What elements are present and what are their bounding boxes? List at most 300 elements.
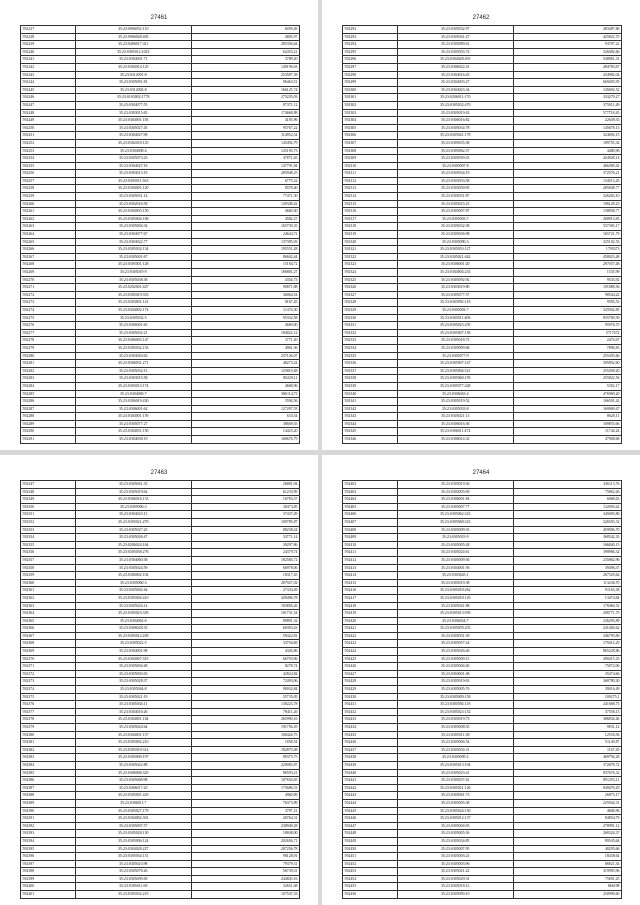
- cadastral-number-cell: 35:23:0305019:36: [397, 481, 513, 489]
- cadastral-number-cell: 35:23:0305031:87: [397, 193, 513, 201]
- row-number-cell: 592251: [21, 132, 76, 140]
- cadastral-number-cell: 35:23:0305007:57: [75, 822, 191, 830]
- value-cell: 33771,14: [191, 534, 299, 542]
- cadastral-number-cell: 35:23:0305001:429: [75, 792, 191, 800]
- row-number-cell: 592375: [21, 693, 76, 701]
- value-cell: 51149,87: [513, 739, 621, 747]
- table-row: [21, 541, 300, 549]
- row-number-cell: 592352: [21, 518, 76, 526]
- cadastral-number-cell: 35:23:0906028:405: [75, 33, 191, 41]
- cadastral-number-cell: 35:23:0305019:314: [75, 746, 191, 754]
- row-number-cell: 592344: [343, 420, 398, 428]
- cadastral-number-cell: 35:23:0305077:9: [397, 352, 513, 360]
- cadastral-number-cell: 35:23:0305041:35: [75, 481, 191, 489]
- table-row: [343, 837, 622, 845]
- table-row: [343, 853, 622, 861]
- table-row: [343, 71, 622, 79]
- value-cell: 134513,45: [513, 177, 621, 185]
- table-row: [343, 231, 622, 239]
- cadastral-number-cell: 35:23:0304028:227: [75, 845, 191, 853]
- row-number-cell: 592366: [21, 625, 76, 633]
- cadastral-number-cell: 35:23:0304002:174: [75, 306, 191, 314]
- value-cell: 439496,78: [191, 594, 299, 602]
- cadastral-number-cell: 35:23:0305041:178: [397, 132, 513, 140]
- table-row: [21, 784, 300, 792]
- table-row: [343, 299, 622, 307]
- row-number-cell: 592264: [21, 231, 76, 239]
- cadastral-number-cell: 35:23:0303015:58: [75, 375, 191, 383]
- cadastral-number-cell: 35:23:0305004:118: [397, 701, 513, 709]
- value-cell: 267525,62: [513, 572, 621, 580]
- row-number-cell: 592248: [21, 109, 76, 117]
- table-row: [343, 678, 622, 686]
- cadastral-number-cell: 35:23:0305002:210: [75, 739, 191, 747]
- value-cell: 149348,42: [191, 200, 299, 208]
- table-row: [343, 344, 622, 352]
- document-page-1: [0, 0, 318, 450]
- cadastral-number-cell: 35:23:0305013:939: [397, 610, 513, 618]
- value-cell: 113236,70: [513, 579, 621, 587]
- row-number-cell: 592243: [21, 71, 76, 79]
- value-cell: 325102,53: [513, 238, 621, 246]
- table-row: [21, 632, 300, 640]
- row-number-cell: 592290: [21, 428, 76, 436]
- row-number-cell: 592442: [343, 784, 398, 792]
- table-row: [343, 799, 622, 807]
- cadastral-number-cell: 35:23:0312001:8: [75, 71, 191, 79]
- table-row: [343, 503, 622, 511]
- cadastral-number-cell: 35:23:0304023:34: [397, 86, 513, 94]
- value-cell: 98128,91: [191, 853, 299, 861]
- table-row: [343, 284, 622, 292]
- value-cell: 11474,30: [191, 306, 299, 314]
- cadastral-number-cell: 35:23:0305024:64: [75, 724, 191, 732]
- cadastral-number-cell: 35:23:0305008:35: [397, 724, 513, 732]
- row-number-cell: 592420: [343, 617, 398, 625]
- row-number-cell: 592306: [343, 132, 398, 140]
- row-number-cell: 592395: [21, 845, 76, 853]
- cadastral-number-cell: 35:23:0203001:141: [75, 299, 191, 307]
- row-number-cell: 592258: [21, 185, 76, 193]
- row-number-cell: 592379: [21, 724, 76, 732]
- row-number-cell: 592451: [343, 853, 398, 861]
- row-number-cell: 592392: [21, 822, 76, 830]
- cadastral-number-cell: 35:23:0305023:23: [397, 200, 513, 208]
- cadastral-number-cell: 35:23:0305031:39: [397, 632, 513, 640]
- table-row: [21, 875, 300, 883]
- row-number-cell: 592327: [343, 291, 398, 299]
- value-cell: 476969,20: [513, 390, 621, 398]
- cadastral-number-cell: 35:23:0305003:96: [397, 860, 513, 868]
- table-row: [343, 101, 622, 109]
- value-cell: 4480,96: [513, 147, 621, 155]
- value-cell: 244845,16: [191, 875, 299, 883]
- row-number-cell: 592388: [21, 792, 76, 800]
- cadastral-number-cell: 35:23:0305032:97: [397, 26, 513, 34]
- table-row: [21, 481, 300, 489]
- value-cell: 24379,74: [191, 549, 299, 557]
- table-row: [343, 761, 622, 769]
- value-cell: 255458,20: [513, 367, 621, 375]
- row-number-cell: 592320: [343, 238, 398, 246]
- table-row: [21, 792, 300, 800]
- value-cell: 3797,21: [191, 807, 299, 815]
- cadastral-number-cell: 35:23:0305059:253: [397, 625, 513, 633]
- value-cell: 149196,63: [191, 63, 299, 71]
- row-number-cell: 592432: [343, 708, 398, 716]
- cadastral-number-cell: 35:23:0305073:23: [75, 155, 191, 163]
- value-cell: 490415,35: [513, 655, 621, 663]
- cadastral-number-cell: 35:23:0202001:447: [75, 284, 191, 292]
- cadastral-number-cell: 35:23:0303045:1: [397, 572, 513, 580]
- cadastral-number-cell: 35:23:0304022:77: [75, 238, 191, 246]
- row-number-cell: 592397: [21, 860, 76, 868]
- row-number-cell: 592418: [343, 602, 398, 610]
- value-cell: 4582,27: [191, 215, 299, 223]
- table-row: [343, 724, 622, 732]
- row-number-cell: 592454: [343, 875, 398, 883]
- table-row: [343, 868, 622, 876]
- row-number-cell: 592413: [343, 564, 398, 572]
- table-row: [21, 610, 300, 618]
- row-number-cell: 592387: [21, 784, 76, 792]
- cadastral-number-cell: 35:23:0305004:54: [397, 739, 513, 747]
- table-row: [343, 617, 622, 625]
- value-cell: 326082,66: [513, 48, 621, 56]
- cadastral-number-cell: 35:23:0306003:147: [75, 337, 191, 345]
- table-row: [343, 602, 622, 610]
- value-cell: 72493,06: [191, 678, 299, 686]
- cadastral-number-cell: 35:23:0305007:8: [397, 162, 513, 170]
- row-number-cell: 592332: [343, 329, 398, 337]
- table-row: [21, 56, 300, 64]
- value-cell: 79379,31: [191, 860, 299, 868]
- table-row: [343, 428, 622, 436]
- table-row: [21, 731, 300, 739]
- value-cell: 13474,84: [513, 594, 621, 602]
- row-number-cell: 592393: [21, 830, 76, 838]
- value-cell: 62453,21: [191, 48, 299, 56]
- table-row: [343, 670, 622, 678]
- value-cell: 1858,54: [191, 739, 299, 747]
- cadastral-number-cell: 35:23:0304077:67: [75, 231, 191, 239]
- value-cell: 1167,45: [513, 746, 621, 754]
- cadastral-number-cell: 35:23:0305076:26: [75, 868, 191, 876]
- value-cell: 189755,34: [513, 139, 621, 147]
- cadastral-number-cell: 35:23:0305009:15: [397, 655, 513, 663]
- cadastral-number-cell: 35:23:0305026:47: [75, 534, 191, 542]
- value-cell: 333279,27: [513, 94, 621, 102]
- row-number-cell: 592369: [21, 648, 76, 656]
- cadastral-number-cell: 35:23:0305023:339: [75, 610, 191, 618]
- page-number: 27461: [150, 15, 168, 21]
- value-cell: 18317,45: [191, 572, 299, 580]
- cadastral-number-cell: 35:23:0305034:11: [75, 701, 191, 709]
- value-cell: 137395,03: [191, 238, 299, 246]
- row-number-cell: 592301: [343, 94, 398, 102]
- value-cell: 207256,78: [191, 845, 299, 853]
- table-row: [343, 109, 622, 117]
- row-number-cell: 592450: [343, 845, 398, 853]
- row-number-cell: 592446: [343, 815, 398, 823]
- table-row: [21, 868, 300, 876]
- table-row: [21, 124, 300, 132]
- cadastral-number-cell: 35:23:0305037:61: [397, 777, 513, 785]
- table-row: [21, 177, 300, 185]
- cadastral-number-cell: 35:23:0206011:170: [397, 94, 513, 102]
- cadastral-number-cell: 35:23:0305032:470: [397, 101, 513, 109]
- cadastral-number-cell: 35:23:0305006:3: [75, 503, 191, 511]
- row-number-cell: 592238: [21, 33, 76, 41]
- row-number-cell: 592278: [21, 337, 76, 345]
- row-number-cell: 592281: [21, 360, 76, 368]
- value-cell: 125819,48: [191, 367, 299, 375]
- row-number-cell: 592334: [343, 344, 398, 352]
- row-number-cell: 592357: [21, 556, 76, 564]
- value-cell: 4960,09: [191, 792, 299, 800]
- row-number-cell: 592372: [21, 670, 76, 678]
- cadastral-number-cell: 35:23:0305032:38: [397, 223, 513, 231]
- table-row: [21, 549, 300, 557]
- value-cell: 66978,06: [191, 564, 299, 572]
- table-row: [21, 648, 300, 656]
- value-cell: 175686,53: [191, 784, 299, 792]
- table-row: [343, 518, 622, 526]
- row-number-cell: 592383: [21, 754, 76, 762]
- row-number-cell: 592370: [21, 655, 76, 663]
- cadastral-number-cell: 35:23:0305021:126: [397, 784, 513, 792]
- row-number-cell: 592400: [21, 883, 76, 891]
- value-cell: 4961,36: [191, 344, 299, 352]
- row-number-cell: 592321: [343, 246, 398, 254]
- cadastral-number-cell: 35:23:0303019:80: [397, 284, 513, 292]
- row-number-cell: 592268: [21, 261, 76, 269]
- value-cell: 48295,66: [513, 845, 621, 853]
- value-cell: 237126,07: [191, 352, 299, 360]
- table-row: [21, 678, 300, 686]
- table-row: [21, 716, 300, 724]
- table-row: [21, 405, 300, 413]
- table-row: [343, 716, 622, 724]
- table-row: [343, 185, 622, 193]
- value-cell: 86821,34: [513, 860, 621, 868]
- value-cell: 165739,35: [191, 223, 299, 231]
- row-number-cell: 592266: [21, 246, 76, 254]
- value-cell: 179414,29: [513, 640, 621, 648]
- value-cell: 75691,25: [513, 875, 621, 883]
- cadastral-number-cell: 35:23:0304004:233: [397, 269, 513, 277]
- row-number-cell: 592435: [343, 731, 398, 739]
- value-cell: 236293,89: [513, 617, 621, 625]
- value-cell: 33704,69: [191, 640, 299, 648]
- value-cell: 22649,35: [513, 117, 621, 125]
- value-cell: 8620,11: [513, 413, 621, 421]
- table-row: [21, 367, 300, 375]
- value-cell: 3789,20: [191, 56, 299, 64]
- row-number-cell: 592331: [343, 322, 398, 330]
- cadastral-number-cell: 35:23:0305007:147: [397, 360, 513, 368]
- table-row: [343, 541, 622, 549]
- page-number: 27464: [472, 470, 490, 476]
- row-number-cell: 592403: [343, 488, 398, 496]
- cadastral-number-cell: 35:23:0305029:31: [397, 875, 513, 883]
- cadastral-number-cell: 35:23:0305036:98: [397, 231, 513, 239]
- table-row: [21, 261, 300, 269]
- cadastral-number-cell: 35:23:0303020:63: [75, 352, 191, 360]
- value-cell: 39496,37: [513, 564, 621, 572]
- row-number-cell: 592363: [21, 602, 76, 610]
- table-row: [343, 420, 622, 428]
- table-row: [21, 693, 300, 701]
- table-row: [343, 405, 622, 413]
- cadastral-number-cell: 35:23:0305004:521: [397, 367, 513, 375]
- row-number-cell: 592299: [343, 79, 398, 87]
- table-row: [343, 594, 622, 602]
- row-number-cell: 592351: [21, 511, 76, 519]
- row-number-cell: 592309: [343, 155, 398, 163]
- table-row: [21, 853, 300, 861]
- value-cell: 326263,10: [513, 193, 621, 201]
- table-row: [21, 769, 300, 777]
- row-number-cell: 592416: [343, 587, 398, 595]
- value-cell: 14425,20: [191, 428, 299, 436]
- cadastral-number-cell: 35:23:0306022:41: [397, 63, 513, 71]
- table-row: [21, 488, 300, 496]
- row-number-cell: 592438: [343, 754, 398, 762]
- cadastral-number-cell: 35:23:0305019:52: [397, 398, 513, 406]
- table-row: [21, 815, 300, 823]
- value-cell: 4185,96: [191, 117, 299, 125]
- table-row: [21, 193, 300, 201]
- cadastral-number-cell: 35:23:0306011:474: [397, 428, 513, 436]
- table-row: [343, 496, 622, 504]
- cadastral-number-cell: 35:23:0304016:45: [397, 71, 513, 79]
- row-number-cell: 592434: [343, 724, 398, 732]
- value-cell: 3771,20: [191, 337, 299, 345]
- table-row: [21, 71, 300, 79]
- value-cell: 86593,21: [191, 769, 299, 777]
- row-number-cell: 592302: [343, 101, 398, 109]
- table-row: [21, 617, 300, 625]
- table-row: [343, 754, 622, 762]
- table-row: [343, 488, 622, 496]
- table-row: [21, 375, 300, 383]
- value-cell: 275235,03: [191, 94, 299, 102]
- table-row: [343, 124, 622, 132]
- value-cell: 196128,25: [513, 200, 621, 208]
- cadastral-number-cell: 35:23:0206024:164: [75, 541, 191, 549]
- row-number-cell: 592385: [21, 769, 76, 777]
- table-row: [343, 86, 622, 94]
- value-cell: 166125,74: [191, 86, 299, 94]
- table-row: [343, 139, 622, 147]
- table-row: [21, 344, 300, 352]
- table-row: [343, 63, 622, 71]
- table-row: [21, 48, 300, 56]
- row-number-cell: 592314: [343, 193, 398, 201]
- value-cell: 8167,45: [191, 299, 299, 307]
- records-table: [342, 25, 622, 444]
- row-number-cell: 592310: [343, 162, 398, 170]
- row-number-cell: 592263: [21, 223, 76, 231]
- cadastral-number-cell: 35:23:0305004:48: [75, 663, 191, 671]
- cadastral-number-cell: 35:23:0305061:73: [397, 792, 513, 800]
- page-number: 27463: [150, 470, 168, 476]
- table-row: [343, 610, 622, 618]
- value-cell: 6068,63: [513, 496, 621, 504]
- row-number-cell: 592295: [343, 48, 398, 56]
- table-row: [343, 337, 622, 345]
- value-cell: 191756,29: [191, 724, 299, 732]
- cadastral-number-cell: 35:23:0305009:56: [397, 556, 513, 564]
- cadastral-number-cell: 35:23:0304016:26: [75, 708, 191, 716]
- cadastral-number-cell: 35:23:0305022:88: [75, 761, 191, 769]
- cadastral-number-cell: 35:23:0305009:2: [397, 754, 513, 762]
- value-cell: 548961,31: [513, 56, 621, 64]
- value-cell: 26764,31: [191, 815, 299, 823]
- row-number-cell: 592430: [343, 693, 398, 701]
- table-row: [21, 185, 300, 193]
- table-row: [21, 511, 300, 519]
- row-number-cell: 592249: [21, 117, 76, 125]
- cadastral-number-cell: 35:23:0304027:98: [75, 132, 191, 140]
- cadastral-number-cell: 35:23:0306014:32: [397, 436, 513, 444]
- table-row: [343, 215, 622, 223]
- table-row: [21, 594, 300, 602]
- value-cell: 127297,53: [191, 405, 299, 413]
- row-number-cell: 592277: [21, 329, 76, 337]
- cadastral-number-cell: 35:23:0305027:179: [75, 807, 191, 815]
- cadastral-number-cell: 35:23:0305007:77: [397, 503, 513, 511]
- row-number-cell: 592245: [21, 86, 76, 94]
- cadastral-number-cell: 35:23:0305062:37: [397, 147, 513, 155]
- value-cell: 12550,56: [513, 731, 621, 739]
- table-row: [21, 26, 300, 34]
- value-cell: 107547,53: [191, 891, 299, 899]
- row-number-cell: 592296: [343, 56, 398, 64]
- table-row: [343, 193, 622, 201]
- value-cell: 849476,29: [513, 784, 621, 792]
- value-cell: 88238,24: [191, 526, 299, 534]
- row-number-cell: 592428: [343, 678, 398, 686]
- table-row: [21, 413, 300, 421]
- table-row: [21, 807, 300, 815]
- row-number-cell: 592286: [21, 398, 76, 406]
- table-row: [21, 739, 300, 747]
- cadastral-number-cell: 35:23:0305004:410: [75, 594, 191, 602]
- row-number-cell: 592402: [343, 481, 398, 489]
- row-number-cell: 592255: [21, 162, 76, 170]
- row-number-cell: 592399: [21, 875, 76, 883]
- value-cell: 4354,73: [191, 276, 299, 284]
- value-cell: 138838,77: [513, 208, 621, 216]
- value-cell: 1795373: [513, 246, 621, 254]
- table-row: [21, 231, 300, 239]
- table-row: [343, 306, 622, 314]
- value-cell: 76373,89: [191, 799, 299, 807]
- cadastral-number-cell: 35:23:0305033:127: [397, 246, 513, 254]
- row-number-cell: 592283: [21, 375, 76, 383]
- value-cell: 208771,79: [513, 610, 621, 618]
- value-cell: 225944,31: [513, 799, 621, 807]
- row-number-cell: 592417: [343, 594, 398, 602]
- cadastral-number-cell: 35:23:0305041:88: [397, 602, 513, 610]
- value-cell: 372576,21: [513, 170, 621, 178]
- table-row: [343, 625, 622, 633]
- cadastral-number-cell: 35:23:0305032:219: [75, 891, 191, 899]
- table-row: [343, 587, 622, 595]
- table-row: [21, 534, 300, 542]
